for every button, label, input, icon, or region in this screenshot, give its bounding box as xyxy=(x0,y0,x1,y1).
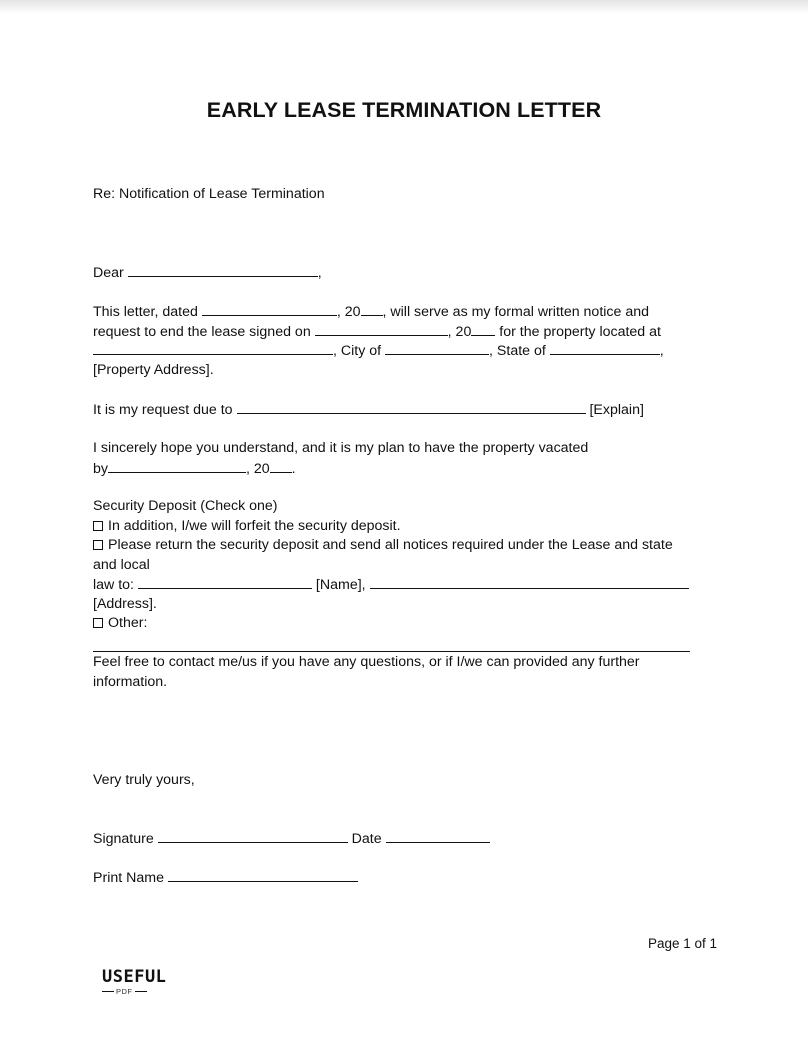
usefulpdf-logo: USEFUL PDF xyxy=(102,967,167,996)
deposit-option-return: Please return the security deposit and send all notices required under the Lease and state xyxy=(93,536,708,556)
vacate-date-blank[interactable] xyxy=(108,459,246,473)
other-explanation-blank[interactable] xyxy=(93,651,690,652)
state-blank[interactable] xyxy=(550,341,660,355)
re-line: Re: Notification of Lease Termination xyxy=(93,186,325,202)
city-blank[interactable] xyxy=(385,341,489,355)
return-name-blank[interactable] xyxy=(138,575,312,589)
print-name-line: Print Name xyxy=(93,868,708,889)
forfeit-checkbox[interactable] xyxy=(93,521,103,531)
signature-line: Signature Date xyxy=(93,829,708,850)
vacate-paragraph: I sincerely hope you understand, and it is my plan to have the property vacated by , 20 . xyxy=(93,440,589,477)
contact-paragraph: Feel free to contact me/us if you have any questions, or if I/we can provided any further information. xyxy=(93,654,640,690)
letter-date-blank[interactable] xyxy=(202,302,337,316)
closing: Very truly yours, xyxy=(93,772,195,788)
return-address-blank[interactable] xyxy=(370,575,689,589)
reason-blank[interactable] xyxy=(237,400,586,414)
other-checkbox[interactable] xyxy=(93,618,103,628)
vacate-year-blank[interactable] xyxy=(270,459,292,473)
security-deposit-section: Security Deposit (Check one) In addition, I/we will forfeit the security deposit. Please return the security deposit and send all notices required under the Lease and state and local law to: [Name], [Address]. Other: xyxy=(93,497,708,634)
signature-blank[interactable] xyxy=(158,829,348,843)
document-title: EARLY LEASE TERMINATION LETTER xyxy=(206,98,602,122)
salutation: Dear , xyxy=(93,265,322,281)
print-name-blank[interactable] xyxy=(168,868,358,882)
intro-paragraph: This letter, dated , 20 , will serve as my formal written notice and request to end the lease signed on , 20 for the property located at , City of , State of , [Property Address]. xyxy=(93,304,664,378)
page-number: Page 1 of 1 xyxy=(647,936,717,951)
property-street-blank[interactable] xyxy=(93,341,333,355)
lease-signed-date-blank[interactable] xyxy=(315,322,448,336)
deposit-heading: Security Deposit (Check one) xyxy=(93,498,278,514)
deposit-option-other: Other: xyxy=(93,614,708,634)
recipient-name-blank[interactable] xyxy=(128,263,318,277)
deposit-option-forfeit: In addition, I/we will forfeit the security deposit. xyxy=(93,517,708,537)
letter-year-blank[interactable] xyxy=(361,302,383,316)
reason-line: It is my request due to [Explain] xyxy=(93,402,644,418)
signature-date-blank[interactable] xyxy=(386,829,490,843)
return-deposit-checkbox[interactable] xyxy=(93,540,103,550)
lease-year-blank[interactable] xyxy=(471,322,495,336)
